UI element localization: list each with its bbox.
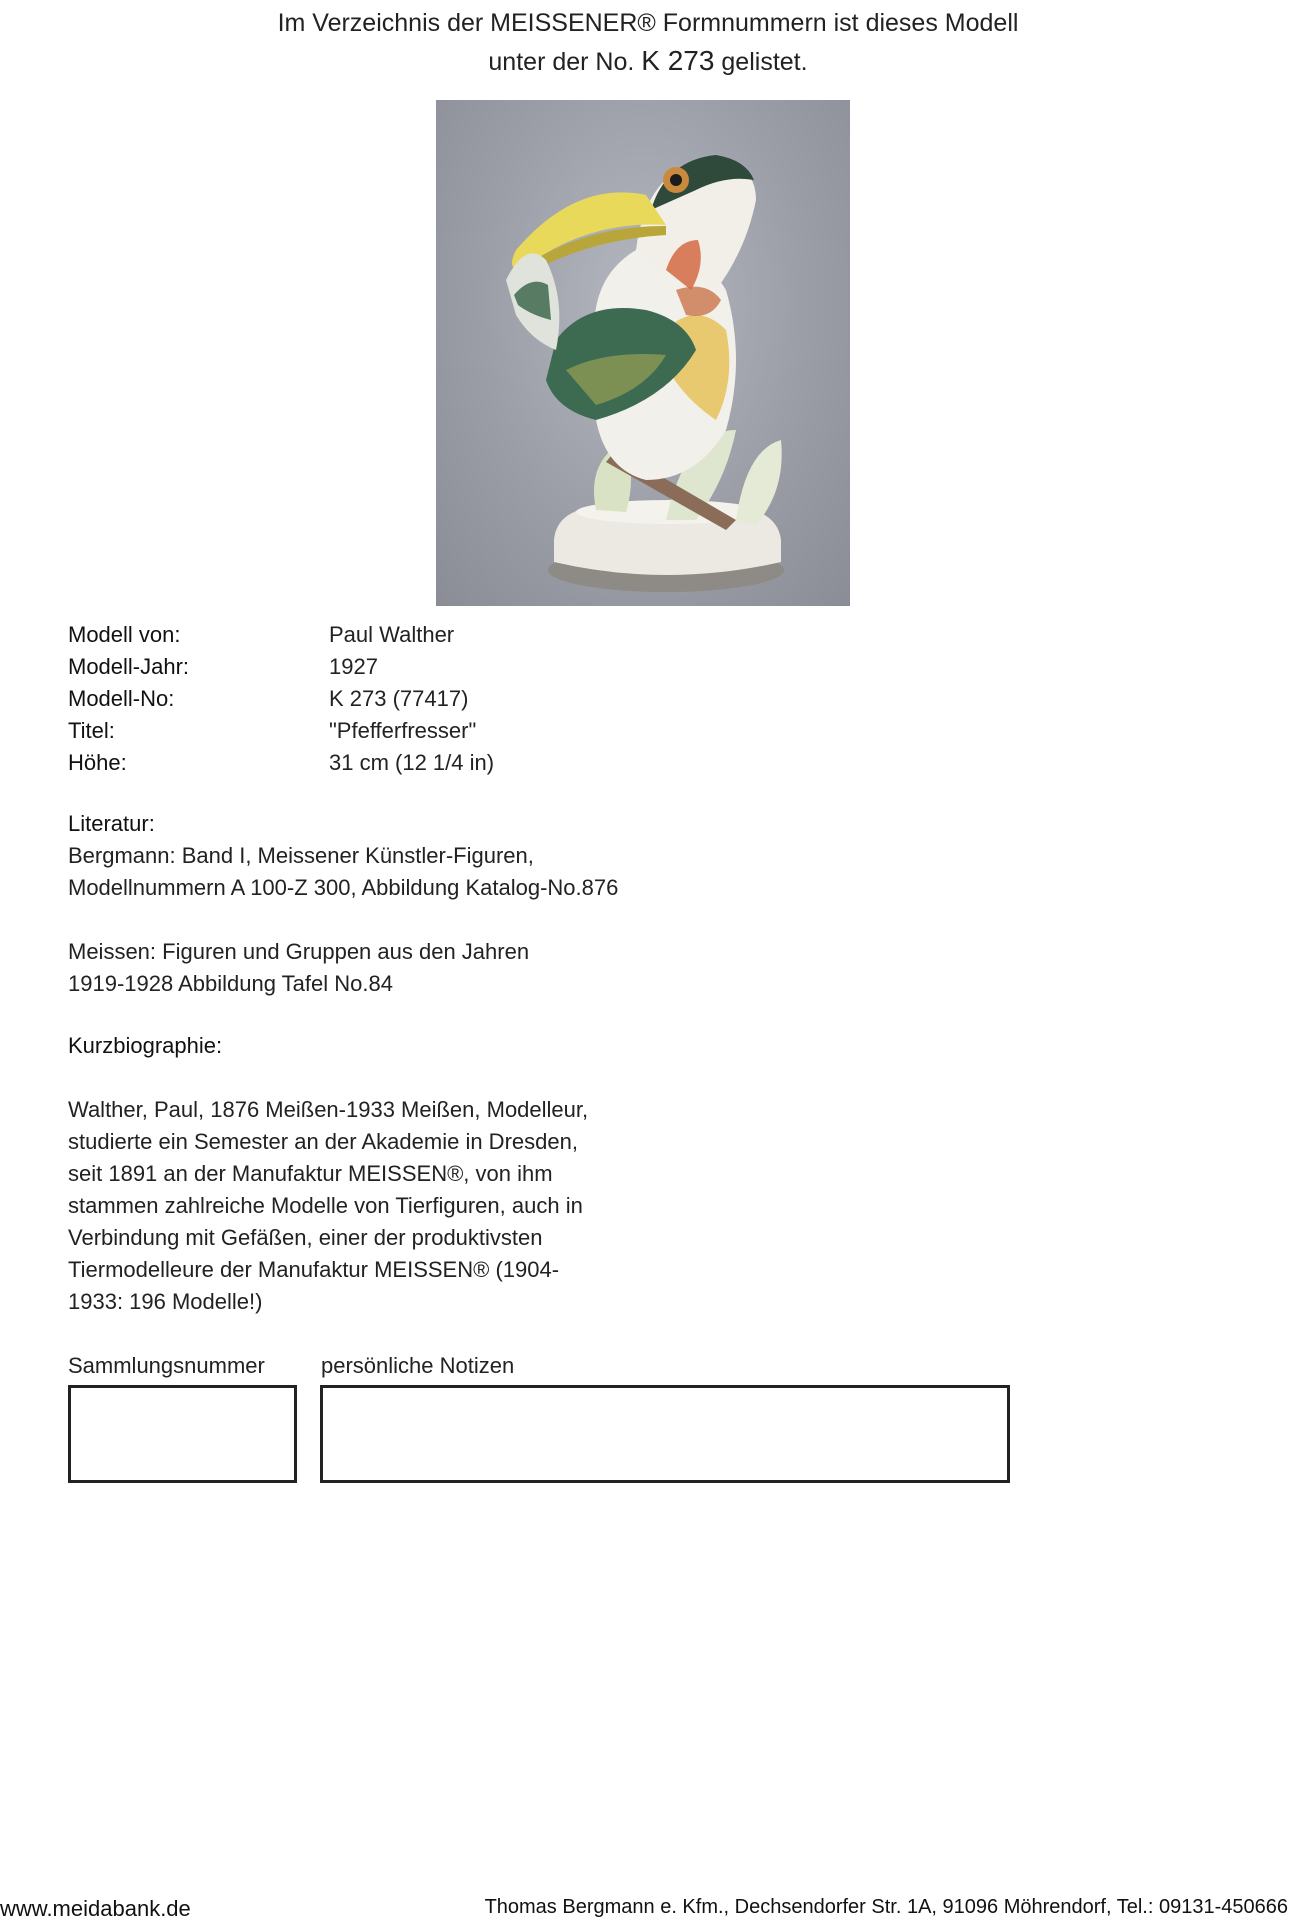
biography-line: 1933: 196 Modelle!)	[68, 1289, 263, 1314]
header-line-2-suffix: gelistet.	[721, 48, 808, 76]
detail-value: Paul Walther	[329, 622, 455, 647]
detail-label: Höhe:	[68, 750, 127, 775]
detail-row-title	[68, 715, 768, 747]
personal-notes-field[interactable]	[320, 1385, 1010, 1483]
model-number: K 273	[641, 45, 715, 76]
literature-section	[68, 808, 618, 1000]
biography-line: Tiermodelleure der Manufaktur MEISSEN® (1904-	[68, 1257, 560, 1282]
biography-section	[68, 1030, 648, 1318]
detail-row-number	[68, 683, 768, 715]
website-link[interactable]: www.meidabank.de	[0, 1896, 191, 1921]
biography-line: stammen zahlreiche Modelle von Tierfiguren, auch in	[68, 1193, 583, 1218]
detail-value: 31 cm (12 1/4 in)	[329, 750, 495, 775]
header-line-1: Im Verzeichnis der MEISSENER® Formnummern ist dieses Modell	[277, 9, 1019, 37]
literature-title: Literatur:	[68, 811, 155, 836]
biography-line: seit 1891 an der Manufaktur MEISSEN®, von ihm	[68, 1161, 553, 1186]
literature-entry-1-line-1: Bergmann: Band I, Meissener Künstler-Figuren,	[68, 843, 534, 868]
personal-notes-label: persönliche Notizen	[321, 1353, 515, 1378]
detail-row-year	[68, 651, 768, 683]
detail-value: 1927	[329, 654, 378, 679]
biography-line: Verbindung mit Gefäßen, einer der produktivsten	[68, 1225, 543, 1250]
collection-number-label: Sammlungsnummer	[68, 1353, 265, 1378]
header-line-2	[0, 42, 1296, 81]
header-line-2-prefix: unter der No.	[488, 48, 635, 76]
footer-address: Thomas Bergmann e. Kfm., Dechsendorfer Str. 1A, 91096 Möhrendorf, Tel.: 09131-450666	[484, 1896, 1288, 1918]
literature-entry-1-line-2: Modellnummern A 100-Z 300, Abbildung Katalog-No.876	[68, 875, 619, 900]
biography-title: Kurzbiographie:	[68, 1033, 223, 1058]
detail-label: Modell-No:	[68, 686, 175, 711]
page-header	[0, 4, 1296, 81]
toucan-figurine-illustration	[436, 100, 850, 606]
model-details	[68, 619, 768, 779]
detail-label: Modell-Jahr:	[68, 654, 190, 679]
detail-row-height	[68, 747, 768, 779]
literature-entry-2-line-2: 1919-1928 Abbildung Tafel No.84	[68, 971, 393, 996]
detail-label: Modell von:	[68, 622, 181, 647]
detail-row-artist	[68, 619, 768, 651]
detail-value: K 273 (77417)	[329, 686, 469, 711]
literature-entry-2-line-1: Meissen: Figuren und Gruppen aus den Jahren	[68, 939, 530, 964]
biography-line: Walther, Paul, 1876 Meißen-1933 Meißen, Modelleur,	[68, 1097, 589, 1122]
detail-value: "Pfefferfresser"	[329, 718, 477, 743]
collection-number-field[interactable]	[68, 1385, 297, 1483]
detail-label: Titel:	[68, 718, 115, 743]
biography-line: studierte ein Semester an der Akademie in Dresden,	[68, 1129, 578, 1154]
figurine-photo	[436, 100, 850, 606]
